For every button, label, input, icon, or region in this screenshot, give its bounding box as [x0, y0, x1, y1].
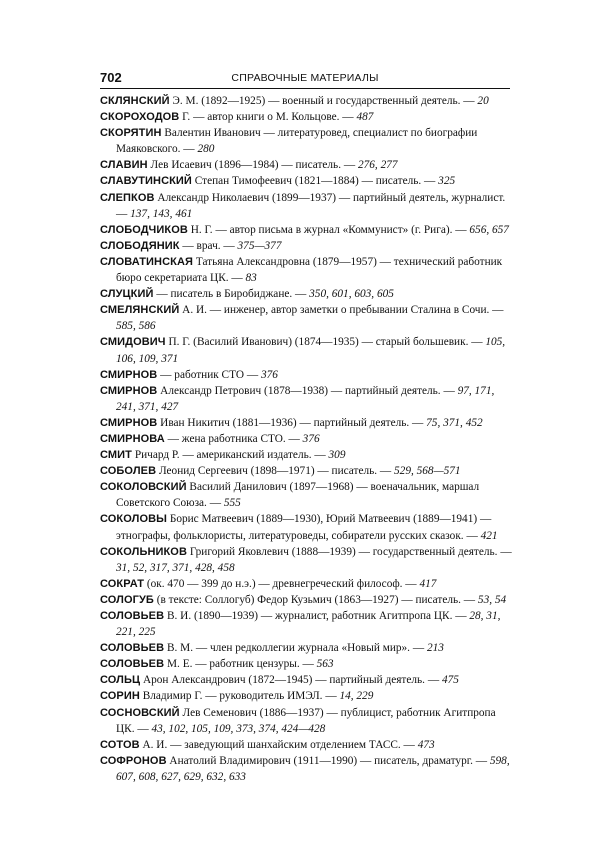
entry-pages: 598, 607, 608, 627, 629, 632, 633	[116, 754, 510, 783]
entry-pages: 53, 54	[477, 593, 507, 606]
entry-surname: СОЛОВЬЕВ	[100, 610, 165, 622]
entry-description: (ок. 470 — 399 до н.э.) — древнегреческий философ. —	[144, 577, 420, 590]
entry-pages: 473	[417, 738, 435, 751]
entry-surname: СОКРАТ	[100, 577, 145, 590]
entry-description: — жена работника СТО. —	[164, 432, 303, 445]
entry-surname: СМЕЛЯНСКИЙ	[100, 304, 180, 317]
index-entry	[100, 334, 512, 366]
index-entry	[100, 157, 512, 173]
index-entry	[100, 190, 512, 222]
index-entry	[100, 737, 512, 753]
index-entry	[100, 286, 512, 302]
entry-surname: СОЛОВЬЕВ	[100, 658, 165, 671]
entry-surname: СКОРЯТИН	[100, 127, 162, 140]
entry-description: А. И. — инженер, автор заметки о пребывании Сталина в Сочи. —	[179, 304, 504, 317]
entry-description: Иван Никитич (1881—1936) — партийный деятель. —	[157, 416, 427, 429]
entry-pages: 487	[356, 111, 374, 124]
index-entry	[100, 238, 512, 254]
entry-description: П. Г. (Василий Иванович) (1874—1935) — старый большевик. —	[165, 336, 486, 349]
entry-pages: 213	[426, 642, 444, 655]
entry-description: Борис Матвеевич (1889—1930), Юрий Матвеевич (1889—1941) — этнографы, фольклористы, литературоведы, собиратели русских сказок. —	[116, 513, 492, 542]
entry-pages: 280	[197, 143, 215, 156]
index-entry	[100, 447, 512, 463]
index-entry	[100, 592, 512, 608]
entry-pages: 325	[438, 175, 456, 188]
entry-surname: СЛАВУТИНСКИЙ	[100, 175, 192, 188]
index-entry	[100, 463, 512, 479]
page-number: 702	[100, 70, 122, 85]
entry-description: Василий Данилович (1897—1968) — военачальник, маршал Советского Союза. —	[116, 481, 480, 510]
index-entry	[100, 93, 512, 109]
entry-pages: 417	[419, 577, 437, 590]
index-entry	[100, 544, 512, 576]
index-entry	[100, 254, 512, 286]
index-entries	[100, 93, 512, 785]
entry-description: В. М. — член редколлегии журнала «Новый мир». —	[164, 642, 427, 655]
index-entry	[100, 302, 512, 334]
entry-pages: 421	[480, 529, 498, 542]
entry-description: — врач. —	[179, 239, 238, 252]
entry-pages: 475	[441, 674, 459, 687]
entry-surname: СОСНОВСКИЙ	[100, 706, 180, 719]
entry-description: (в тексте: Соллогуб) Федор Кузьмич (1863—1927) — писатель. —	[153, 593, 478, 606]
entry-description: Степан Тимофеевич (1821—1884) — писатель. —	[191, 175, 439, 188]
page-header	[100, 70, 510, 88]
entry-surname: СМИРНОВ	[100, 384, 158, 397]
entry-surname: СОФРОНОВ	[100, 754, 167, 767]
index-entry	[100, 125, 512, 157]
entry-description: — работник СТО —	[157, 368, 261, 381]
entry-pages: 137, 143, 461	[130, 207, 193, 220]
entry-surname: СЛУЦКИЙ	[100, 288, 154, 301]
entry-surname: СЛАВИН	[100, 159, 148, 172]
entry-pages: 31, 52, 317, 371, 428, 458	[116, 561, 235, 574]
entry-description: Арон Александрович (1872—1945) — партийный деятель. —	[140, 674, 442, 687]
entry-surname: СЛОВАТИНСКАЯ	[100, 255, 194, 268]
index-entry	[100, 222, 512, 238]
index-entry	[100, 479, 512, 511]
entry-surname: СЛОБОДЧИКОВ	[100, 223, 188, 236]
index-entry	[100, 576, 512, 592]
entry-description: Г. — автор книги о М. Кольцове. —	[179, 111, 357, 124]
entry-surname: СМИРНОВ	[100, 416, 158, 429]
entry-pages: 28, 31, 221, 225	[116, 610, 501, 639]
entry-description: — писатель в Биробиджане. —	[153, 288, 310, 301]
entry-surname: СОТОВ	[100, 738, 140, 751]
entry-description: Владимир Г. — руководитель ИМЭЛ. —	[139, 690, 340, 703]
entry-pages: 20	[477, 95, 489, 107]
index-entry	[100, 511, 512, 543]
index-entry	[100, 608, 512, 640]
running-title: СПРАВОЧНЫЕ МАТЕРИАЛЫ	[231, 72, 379, 84]
entry-description: Э. М. (1892—1925) — военный и государственный деятель. —	[169, 95, 478, 107]
index-entry	[100, 688, 512, 704]
entry-surname: СОЛОВЬЕВ	[100, 642, 165, 655]
entry-surname: СКЛЯНСКИЙ	[100, 95, 170, 107]
entry-description: Валентин Иванович — литературовед, специалист по биографии Маяковского. —	[116, 127, 478, 156]
entry-surname: СОКОЛЬНИКОВ	[100, 545, 188, 558]
entry-pages: 75, 371, 452	[426, 416, 483, 429]
entry-description: А. И. — заведующий шанхайским отделением ТАСС. —	[139, 738, 418, 751]
entry-surname: СЛЕПКОВ	[100, 191, 155, 204]
entry-surname: СЛОБОДЯНИК	[100, 239, 180, 252]
index-entry	[100, 640, 512, 656]
entry-description: Н. Г. — автор письма в журнал «Коммунист» (г. Рига). —	[187, 223, 470, 236]
entry-surname: СКОРОХОДОВ	[100, 111, 180, 124]
entry-pages: 376	[302, 432, 320, 445]
entry-pages: 656, 657	[469, 223, 509, 236]
index-entry	[100, 753, 512, 785]
entry-description: Ричард Р. — американский издатель. —	[132, 449, 329, 462]
entry-pages: 43, 102, 105, 109, 373, 374, 424—428	[151, 722, 326, 735]
entry-pages: 376	[260, 368, 278, 381]
entry-surname: СОЛЬЦ	[100, 674, 141, 687]
entry-pages: 276, 277	[357, 159, 398, 172]
entry-surname: СМИТ	[100, 449, 132, 462]
index-entry	[100, 173, 512, 189]
entry-description: Григорий Яковлевич (1888—1939) — государственный деятель. —	[187, 545, 512, 558]
entry-surname: СОКОЛОВЫ	[100, 513, 168, 526]
entry-pages: 83	[245, 272, 257, 285]
header-divider	[100, 88, 510, 89]
entry-pages: 555	[223, 497, 241, 510]
index-entry	[100, 367, 512, 383]
entry-description: Александр Петрович (1878—1938) — партийный деятель. —	[157, 384, 458, 397]
entry-surname: СОКОЛОВСКИЙ	[100, 481, 187, 494]
entry-pages: 563	[316, 658, 334, 671]
entry-pages: 529, 568—571	[394, 465, 461, 478]
entry-description: Татьяна Александровна (1879—1957) — технический работник бюро секретариата ЦК. —	[116, 255, 503, 285]
index-entry	[100, 672, 512, 688]
index-entry	[100, 109, 512, 125]
entry-pages: 14, 229	[339, 690, 374, 703]
entry-description: В. И. (1890—1939) — журналист, работник Агитпропа ЦК. —	[164, 610, 470, 622]
entry-description: Лев Семенович (1886—1937) — публицист, работник Агитпропа ЦК. —	[116, 706, 496, 735]
entry-surname: СОБОЛЕВ	[100, 465, 157, 478]
entry-description: Лев Исаевич (1896—1984) — писатель. —	[147, 159, 358, 172]
entry-pages: 105, 106, 109, 371	[116, 336, 506, 365]
entry-description: Леонид Сергеевич (1898—1971) — писатель. —	[156, 465, 395, 478]
entry-description: М. Е. — работник цензуры. —	[164, 658, 317, 671]
index-entry	[100, 656, 512, 672]
entry-pages: 97, 171, 241, 371, 427	[116, 384, 495, 413]
index-entry	[100, 431, 512, 447]
entry-surname: СМИРНОВА	[100, 432, 165, 445]
entry-description: Анатолий Владимирович (1911—1990) — писатель, драматург. —	[166, 754, 490, 767]
index-entry	[100, 415, 512, 431]
entry-description: Александр Николаевич (1899—1937) — партийный деятель, журналист. —	[116, 191, 506, 220]
entry-pages: 309	[328, 449, 346, 462]
index-entry	[100, 383, 512, 415]
entry-surname: СОЛОГУБ	[100, 593, 154, 606]
index-entry	[100, 705, 512, 737]
entry-surname: СМИРНОВ	[100, 368, 158, 381]
entry-surname: СОРИН	[100, 690, 140, 703]
entry-pages: 375—377	[237, 239, 282, 252]
entry-pages: 585, 586	[116, 320, 156, 333]
entry-surname: СМИДОВИЧ	[100, 336, 166, 349]
entry-pages: 350, 601, 603, 605	[309, 288, 394, 301]
